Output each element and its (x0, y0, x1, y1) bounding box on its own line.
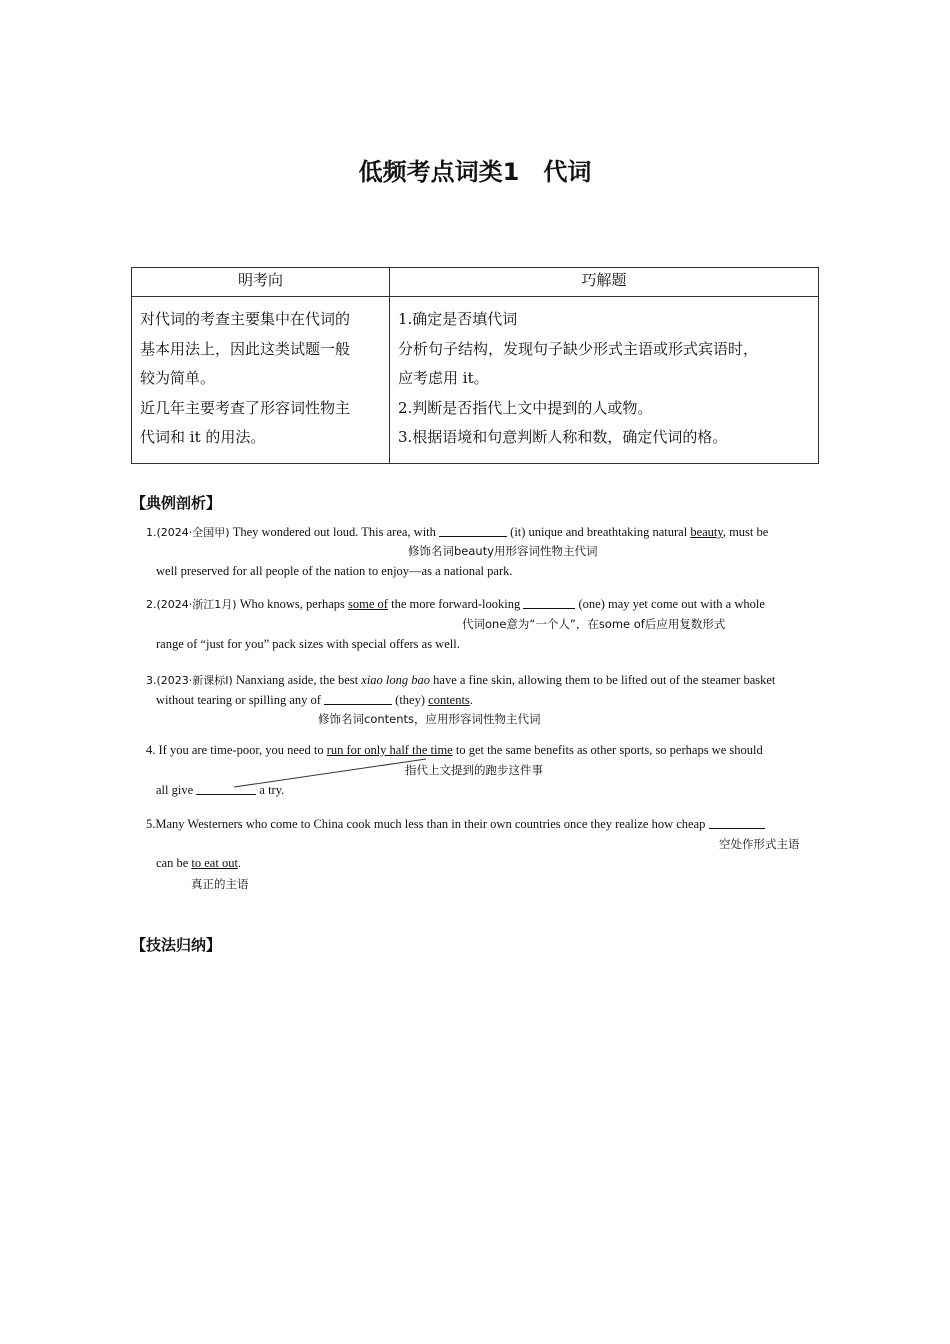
example-3-annotation: 修饰名词contents，应用形容词性物主代词 (318, 712, 541, 726)
answer-blank[interactable] (324, 692, 392, 705)
left-line: 近几年主要考查了形容词性物主 (140, 398, 351, 417)
underlined-to-eat-out: to eat out (191, 856, 238, 870)
guide-table-body-row (132, 297, 819, 464)
example-5-annotation-blank: 空处作形式主语 (719, 837, 800, 851)
example-3-line-1: 3.(2023·新课标Ⅰ) Nanxiang aside, the best xiao long bao have a fine skin, allowing them to be lifted out of the steamer basket (146, 673, 776, 687)
italic-xiao-long-bao: xiao long bao (361, 673, 431, 687)
left-line: 对代词的考查主要集中在代词的 (140, 310, 351, 328)
answer-blank[interactable] (523, 596, 575, 609)
example-1-line-1: 1.(2024·全国甲) They wondered out loud. This area, with (it) unique and breathtaking natural beauty, must be (146, 525, 769, 539)
example-1-source-tag: 1.(2024·全国甲) (146, 526, 230, 539)
answer-blank[interactable] (439, 524, 507, 537)
example-2-line-2: range of “just for you” pack sizes with special offers as well. (156, 637, 460, 651)
example-4-annotation: 指代上文提到的跑步这件事 (405, 763, 543, 777)
underlined-contents: contents (428, 693, 470, 707)
example-4-line-2: all give a try. (156, 783, 285, 797)
guide-right-cell (390, 297, 819, 464)
guide-table-header-row (132, 268, 819, 297)
left-line: 较为简单。 (140, 369, 216, 387)
example-3-source-tag: 3.(2023·新课标Ⅰ) (146, 674, 233, 687)
underlined-some-of: some of (348, 597, 388, 611)
right-line: 应考虑用 it。 (398, 369, 489, 387)
section-heading-techniques: 【技法归纳】 (131, 936, 222, 954)
example-4-line-1: 4. If you are time-poor, you need to run for only half the time to get the same benefits as other sports, so perhaps we should (146, 743, 763, 757)
example-5-annotation-subject: 真正的主语 (191, 877, 249, 891)
underlined-beauty: beauty (690, 525, 723, 539)
right-line: 1.确定是否填代词 (398, 310, 518, 328)
example-2-annotation: 代词one意为“一个人”，在some of后应用复数形式 (462, 617, 726, 631)
guide-left-cell (132, 297, 390, 464)
example-1-annotation: 修饰名词beauty用形容词性物主代词 (408, 544, 598, 558)
right-line: 分析句子结构，发现句子缺少形式主语或形式宾语时， (398, 339, 759, 358)
example-1-line-2: well preserved for all people of the nation to enjoy—as a national park. (156, 564, 513, 578)
guide-table (131, 267, 819, 464)
example-5-line-2: can be to eat out. (156, 856, 242, 870)
page-title: 低频考点词类1 代词 (358, 158, 592, 186)
left-line: 代词和 it 的用法。 (140, 428, 266, 446)
answer-blank[interactable] (196, 782, 256, 795)
underlined-run-phrase: run for only half the time (326, 743, 453, 757)
answer-blank[interactable] (709, 816, 765, 829)
header-qiao-jie-ti: 巧解题 (390, 268, 819, 297)
example-2-source-tag: 2.(2024·浙江1月) (146, 598, 237, 611)
example-5-line-1: 5.Many Westerners who come to China cook much less than in their own countries once they realize how cheap (146, 816, 765, 832)
right-line: 3.根据语境和句意判断人称和数，确定代词的格。 (398, 428, 728, 446)
header-ming-kao-xiang: 明考向 (132, 268, 390, 297)
section-heading-examples: 【典例剖析】 (131, 494, 222, 512)
example-2-line-1: 2.(2024·浙江1月) Who knows, perhaps some of the more forward-looking (one) may yet come out with a whole (146, 597, 765, 611)
left-line: 基本用法上，因此这类试题一般 (140, 339, 351, 358)
example-3-line-2: without tearing or spilling any of (they) contents. (156, 693, 473, 707)
right-line: 2.判断是否指代上文中提到的人或物。 (398, 398, 653, 417)
